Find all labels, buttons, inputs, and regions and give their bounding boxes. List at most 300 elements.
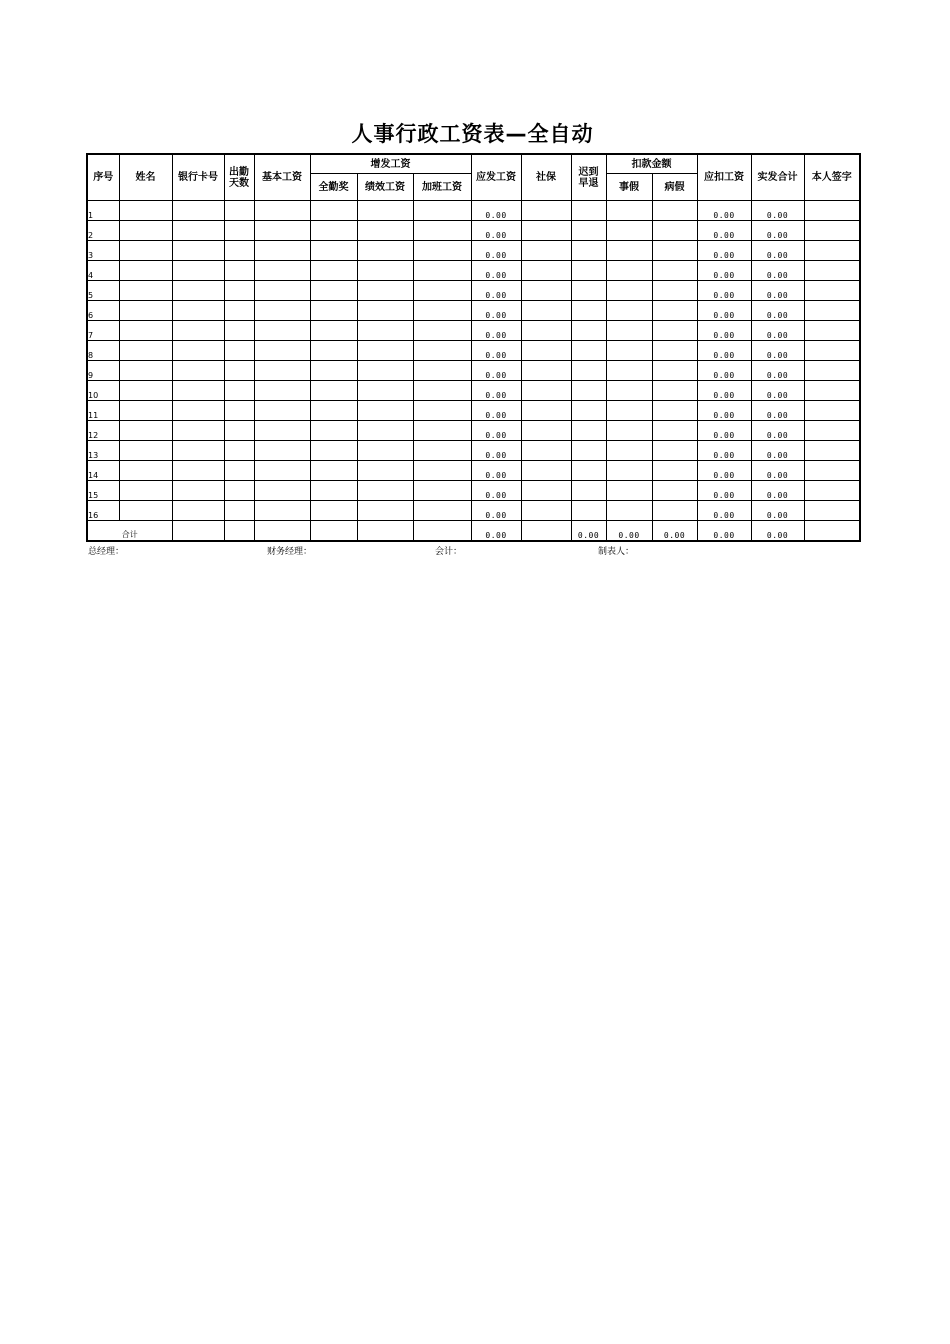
cell[interactable] <box>652 281 697 301</box>
cell[interactable] <box>224 401 254 421</box>
payroll-table <box>86 153 861 542</box>
cell[interactable] <box>652 201 697 221</box>
cell[interactable] <box>172 521 224 542</box>
cell[interactable] <box>310 201 357 221</box>
row-deductions: 0.00 <box>697 381 751 401</box>
row-net-pay: 0.00 <box>751 421 804 441</box>
cell[interactable] <box>804 361 860 381</box>
cell[interactable] <box>521 361 571 381</box>
cell[interactable] <box>172 281 224 301</box>
cell[interactable] <box>357 441 413 461</box>
cell[interactable] <box>224 481 254 501</box>
cell[interactable] <box>119 461 172 481</box>
cell[interactable] <box>224 201 254 221</box>
cell[interactable] <box>606 201 652 221</box>
cell[interactable] <box>224 441 254 461</box>
cell[interactable] <box>310 521 357 542</box>
cell[interactable] <box>357 381 413 401</box>
cell[interactable] <box>310 261 357 281</box>
cell[interactable] <box>310 441 357 461</box>
cell[interactable] <box>652 461 697 481</box>
cell[interactable] <box>413 421 471 441</box>
cell[interactable] <box>652 501 697 521</box>
cell[interactable] <box>413 241 471 261</box>
cell[interactable] <box>224 261 254 281</box>
row-deductions: 0.00 <box>697 321 751 341</box>
cell[interactable] <box>804 201 860 221</box>
cell[interactable] <box>521 281 571 301</box>
cell[interactable] <box>606 261 652 281</box>
cell[interactable] <box>521 441 571 461</box>
cell[interactable] <box>172 381 224 401</box>
cell[interactable] <box>521 401 571 421</box>
cell[interactable] <box>571 501 606 521</box>
cell[interactable] <box>310 481 357 501</box>
cell[interactable] <box>521 381 571 401</box>
cell[interactable] <box>254 321 310 341</box>
cell[interactable] <box>413 301 471 321</box>
table-row <box>87 381 860 401</box>
cell[interactable] <box>119 261 172 281</box>
row-gross-pay: 0.00 <box>471 321 521 341</box>
cell[interactable] <box>652 321 697 341</box>
cell[interactable] <box>606 421 652 441</box>
cell[interactable] <box>119 401 172 421</box>
cell[interactable] <box>571 481 606 501</box>
row-seq: 7 <box>87 321 119 341</box>
row-net-pay: 0.00 <box>751 361 804 381</box>
cell[interactable] <box>254 341 310 361</box>
cell[interactable] <box>606 321 652 341</box>
cell[interactable] <box>804 221 860 241</box>
cell[interactable] <box>413 441 471 461</box>
header-signature: 本人签字 <box>804 154 860 201</box>
row-gross-pay: 0.00 <box>471 241 521 261</box>
table-row <box>87 421 860 441</box>
cell[interactable] <box>119 241 172 261</box>
cell[interactable] <box>357 421 413 441</box>
cell[interactable] <box>254 481 310 501</box>
cell[interactable] <box>521 241 571 261</box>
cell[interactable] <box>357 301 413 321</box>
header-name: 姓名 <box>119 154 172 201</box>
header-deduction-group: 扣款金额 <box>606 154 697 174</box>
cell[interactable] <box>804 441 860 461</box>
cell[interactable] <box>119 441 172 461</box>
header-overtime: 加班工资 <box>413 174 471 201</box>
row-deductions: 0.00 <box>697 501 751 521</box>
cell[interactable] <box>804 421 860 441</box>
cell[interactable] <box>254 361 310 381</box>
cell[interactable] <box>521 301 571 321</box>
row-net-pay: 0.00 <box>751 381 804 401</box>
row-seq: 12 <box>87 421 119 441</box>
cell[interactable] <box>571 441 606 461</box>
totals-personal-leave: 0.00 <box>606 521 652 542</box>
cell[interactable] <box>804 461 860 481</box>
cell[interactable] <box>172 501 224 521</box>
row-gross-pay: 0.00 <box>471 421 521 441</box>
cell[interactable] <box>413 461 471 481</box>
totals-row <box>87 521 860 542</box>
row-net-pay: 0.00 <box>751 221 804 241</box>
table-body <box>87 201 860 542</box>
cell[interactable] <box>571 281 606 301</box>
row-gross-pay: 0.00 <box>471 281 521 301</box>
cell[interactable] <box>254 281 310 301</box>
row-net-pay: 0.00 <box>751 261 804 281</box>
cell[interactable] <box>652 381 697 401</box>
row-deductions: 0.00 <box>697 401 751 421</box>
cell[interactable] <box>571 461 606 481</box>
cell[interactable] <box>172 401 224 421</box>
cell[interactable] <box>606 281 652 301</box>
cell[interactable] <box>571 241 606 261</box>
totals-label: 合计 <box>87 521 172 542</box>
header-late-line2: 早退 <box>578 177 599 189</box>
row-net-pay: 0.00 <box>751 341 804 361</box>
table-row <box>87 481 860 501</box>
row-net-pay: 0.00 <box>751 401 804 421</box>
header-gross-pay: 应发工资 <box>471 154 521 201</box>
cell[interactable] <box>571 321 606 341</box>
row-seq: 11 <box>87 401 119 421</box>
cell[interactable] <box>357 201 413 221</box>
cell[interactable] <box>172 261 224 281</box>
row-deductions: 0.00 <box>697 341 751 361</box>
cell[interactable] <box>224 281 254 301</box>
row-seq: 3 <box>87 241 119 261</box>
cell[interactable] <box>254 301 310 321</box>
row-deductions: 0.00 <box>697 361 751 381</box>
cell[interactable] <box>119 481 172 501</box>
cell[interactable] <box>606 481 652 501</box>
cell[interactable] <box>224 241 254 261</box>
cell[interactable] <box>357 481 413 501</box>
cell[interactable] <box>652 441 697 461</box>
cell[interactable] <box>172 461 224 481</box>
cell[interactable] <box>119 381 172 401</box>
cell[interactable] <box>254 421 310 441</box>
cell[interactable] <box>254 461 310 481</box>
cell[interactable] <box>119 281 172 301</box>
cell[interactable] <box>652 421 697 441</box>
cell[interactable] <box>310 301 357 321</box>
header-attendance-days <box>224 154 254 201</box>
cell[interactable] <box>606 241 652 261</box>
cell[interactable] <box>521 461 571 481</box>
totals-gross: 0.00 <box>471 521 521 542</box>
cell[interactable] <box>172 441 224 461</box>
cell[interactable] <box>357 461 413 481</box>
cell[interactable] <box>413 281 471 301</box>
header-base-salary: 基本工资 <box>254 154 310 201</box>
row-gross-pay: 0.00 <box>471 401 521 421</box>
cell[interactable] <box>224 421 254 441</box>
cell[interactable] <box>413 381 471 401</box>
cell[interactable] <box>521 421 571 441</box>
row-net-pay: 0.00 <box>751 321 804 341</box>
cell[interactable] <box>571 301 606 321</box>
row-seq: 10 <box>87 381 119 401</box>
cell[interactable] <box>571 421 606 441</box>
cell[interactable] <box>606 361 652 381</box>
cell[interactable] <box>571 201 606 221</box>
cell[interactable] <box>224 501 254 521</box>
totals-sick-leave: 0.00 <box>652 521 697 542</box>
cell[interactable] <box>652 481 697 501</box>
page-title: 人事行政工资表—全自动 <box>351 122 594 146</box>
cell[interactable] <box>172 421 224 441</box>
cell[interactable] <box>119 301 172 321</box>
row-gross-pay: 0.00 <box>471 261 521 281</box>
cell[interactable] <box>254 521 310 542</box>
cell[interactable] <box>652 361 697 381</box>
row-deductions: 0.00 <box>697 201 751 221</box>
cell[interactable] <box>119 221 172 241</box>
table-row <box>87 261 860 281</box>
cell[interactable] <box>413 501 471 521</box>
cell[interactable] <box>310 321 357 341</box>
finance-manager-label: 财务经理： <box>267 547 313 557</box>
cell[interactable] <box>521 261 571 281</box>
cell[interactable] <box>224 321 254 341</box>
cell[interactable] <box>357 501 413 521</box>
cell[interactable] <box>357 261 413 281</box>
cell[interactable] <box>357 321 413 341</box>
cell[interactable] <box>652 221 697 241</box>
cell[interactable] <box>606 341 652 361</box>
cell[interactable] <box>652 241 697 261</box>
header-net-pay: 实发合计 <box>751 154 804 201</box>
cell[interactable] <box>310 401 357 421</box>
table-row <box>87 501 860 521</box>
table-row <box>87 461 860 481</box>
cell[interactable] <box>254 261 310 281</box>
cell[interactable] <box>652 341 697 361</box>
header-full-attendance: 全勤奖 <box>310 174 357 201</box>
row-seq: 2 <box>87 221 119 241</box>
cell[interactable] <box>652 301 697 321</box>
cell[interactable] <box>804 261 860 281</box>
cell[interactable] <box>357 281 413 301</box>
row-net-pay: 0.00 <box>751 301 804 321</box>
row-deductions: 0.00 <box>697 261 751 281</box>
cell[interactable] <box>804 241 860 261</box>
cell[interactable] <box>804 401 860 421</box>
cell[interactable] <box>254 221 310 241</box>
cell[interactable] <box>521 501 571 521</box>
cell[interactable] <box>310 421 357 441</box>
row-gross-pay: 0.00 <box>471 341 521 361</box>
cell[interactable] <box>521 341 571 361</box>
cell[interactable] <box>521 221 571 241</box>
row-gross-pay: 0.00 <box>471 381 521 401</box>
cell[interactable] <box>652 401 697 421</box>
cell[interactable] <box>254 501 310 521</box>
cell[interactable] <box>357 241 413 261</box>
cell[interactable] <box>413 341 471 361</box>
cell[interactable] <box>172 201 224 221</box>
cell[interactable] <box>357 401 413 421</box>
row-net-pay: 0.00 <box>751 501 804 521</box>
header-performance: 绩效工资 <box>357 174 413 201</box>
row-seq: 1 <box>87 201 119 221</box>
cell[interactable] <box>804 501 860 521</box>
cell[interactable] <box>606 441 652 461</box>
row-deductions: 0.00 <box>697 421 751 441</box>
cell[interactable] <box>172 301 224 321</box>
cell[interactable] <box>571 341 606 361</box>
cell[interactable] <box>804 341 860 361</box>
cell[interactable] <box>224 221 254 241</box>
cell[interactable] <box>521 201 571 221</box>
cell[interactable] <box>172 481 224 501</box>
cell[interactable] <box>310 501 357 521</box>
cell[interactable] <box>224 341 254 361</box>
row-gross-pay: 0.00 <box>471 461 521 481</box>
header-personal-leave: 事假 <box>606 174 652 201</box>
totals-late: 0.00 <box>571 521 606 542</box>
cell[interactable] <box>652 261 697 281</box>
row-net-pay: 0.00 <box>751 481 804 501</box>
row-deductions: 0.00 <box>697 301 751 321</box>
cell[interactable] <box>224 521 254 542</box>
cell[interactable] <box>606 381 652 401</box>
cell[interactable] <box>804 281 860 301</box>
cell[interactable] <box>606 301 652 321</box>
header-sick-leave: 病假 <box>652 174 697 201</box>
cell[interactable] <box>310 241 357 261</box>
cell[interactable] <box>571 401 606 421</box>
row-deductions: 0.00 <box>697 441 751 461</box>
cell[interactable] <box>172 361 224 381</box>
cell[interactable] <box>804 321 860 341</box>
row-seq: 15 <box>87 481 119 501</box>
table-row <box>87 301 860 321</box>
cell[interactable] <box>119 361 172 381</box>
cell[interactable] <box>172 321 224 341</box>
cell[interactable] <box>804 481 860 501</box>
row-seq: 5 <box>87 281 119 301</box>
cell[interactable] <box>606 221 652 241</box>
cell[interactable] <box>571 221 606 241</box>
table-row <box>87 221 860 241</box>
cell[interactable] <box>413 201 471 221</box>
general-manager-label: 总经理： <box>88 547 125 557</box>
cell[interactable] <box>254 201 310 221</box>
cell[interactable] <box>571 361 606 381</box>
row-deductions: 0.00 <box>697 221 751 241</box>
cell[interactable] <box>357 341 413 361</box>
row-seq: 14 <box>87 461 119 481</box>
table-row <box>87 401 860 421</box>
header-bank-card: 银行卡号 <box>172 154 224 201</box>
row-deductions: 0.00 <box>697 481 751 501</box>
cell[interactable] <box>521 521 571 542</box>
row-net-pay: 0.00 <box>751 201 804 221</box>
row-seq: 9 <box>87 361 119 381</box>
row-seq: 13 <box>87 441 119 461</box>
row-gross-pay: 0.00 <box>471 201 521 221</box>
cell[interactable] <box>804 381 860 401</box>
row-gross-pay: 0.00 <box>471 501 521 521</box>
cell[interactable] <box>521 321 571 341</box>
cell[interactable] <box>172 241 224 261</box>
cell[interactable] <box>119 501 172 521</box>
header-attendance-line1: 出勤 <box>229 166 249 178</box>
cell[interactable] <box>224 381 254 401</box>
cell[interactable] <box>413 261 471 281</box>
cell[interactable] <box>254 241 310 261</box>
table-row <box>87 361 860 381</box>
cell[interactable] <box>606 461 652 481</box>
row-seq: 4 <box>87 261 119 281</box>
cell[interactable] <box>310 221 357 241</box>
table-row <box>87 321 860 341</box>
cell[interactable] <box>413 361 471 381</box>
row-net-pay: 0.00 <box>751 461 804 481</box>
cell[interactable] <box>119 321 172 341</box>
table-row <box>87 341 860 361</box>
cell[interactable] <box>119 341 172 361</box>
row-deductions: 0.00 <box>697 281 751 301</box>
cell[interactable] <box>606 501 652 521</box>
cell[interactable] <box>254 401 310 421</box>
cell[interactable] <box>254 441 310 461</box>
cell[interactable] <box>224 361 254 381</box>
cell[interactable] <box>413 221 471 241</box>
cell[interactable] <box>224 301 254 321</box>
cell[interactable] <box>413 321 471 341</box>
cell[interactable] <box>310 461 357 481</box>
cell[interactable] <box>413 481 471 501</box>
header-late-early <box>571 154 606 201</box>
cell[interactable] <box>310 281 357 301</box>
cell[interactable] <box>357 361 413 381</box>
cell[interactable] <box>310 381 357 401</box>
cell[interactable] <box>172 221 224 241</box>
cell[interactable] <box>357 221 413 241</box>
cell[interactable] <box>357 521 413 542</box>
row-gross-pay: 0.00 <box>471 221 521 241</box>
cell[interactable] <box>606 401 652 421</box>
row-net-pay: 0.00 <box>751 441 804 461</box>
row-gross-pay: 0.00 <box>471 441 521 461</box>
cell[interactable] <box>571 381 606 401</box>
cell[interactable] <box>413 401 471 421</box>
row-seq: 6 <box>87 301 119 321</box>
row-seq: 16 <box>87 501 119 521</box>
row-seq: 8 <box>87 341 119 361</box>
cell[interactable] <box>804 521 860 542</box>
cell[interactable] <box>119 421 172 441</box>
cell[interactable] <box>119 201 172 221</box>
cell[interactable] <box>310 341 357 361</box>
cell[interactable] <box>571 261 606 281</box>
cell[interactable] <box>804 301 860 321</box>
cell[interactable] <box>254 381 310 401</box>
row-deductions: 0.00 <box>697 461 751 481</box>
table-row <box>87 281 860 301</box>
cell[interactable] <box>521 481 571 501</box>
table-row <box>87 201 860 221</box>
cell[interactable] <box>413 521 471 542</box>
header-social-security: 社保 <box>521 154 571 201</box>
cell[interactable] <box>224 461 254 481</box>
cell[interactable] <box>310 361 357 381</box>
cell[interactable] <box>172 341 224 361</box>
